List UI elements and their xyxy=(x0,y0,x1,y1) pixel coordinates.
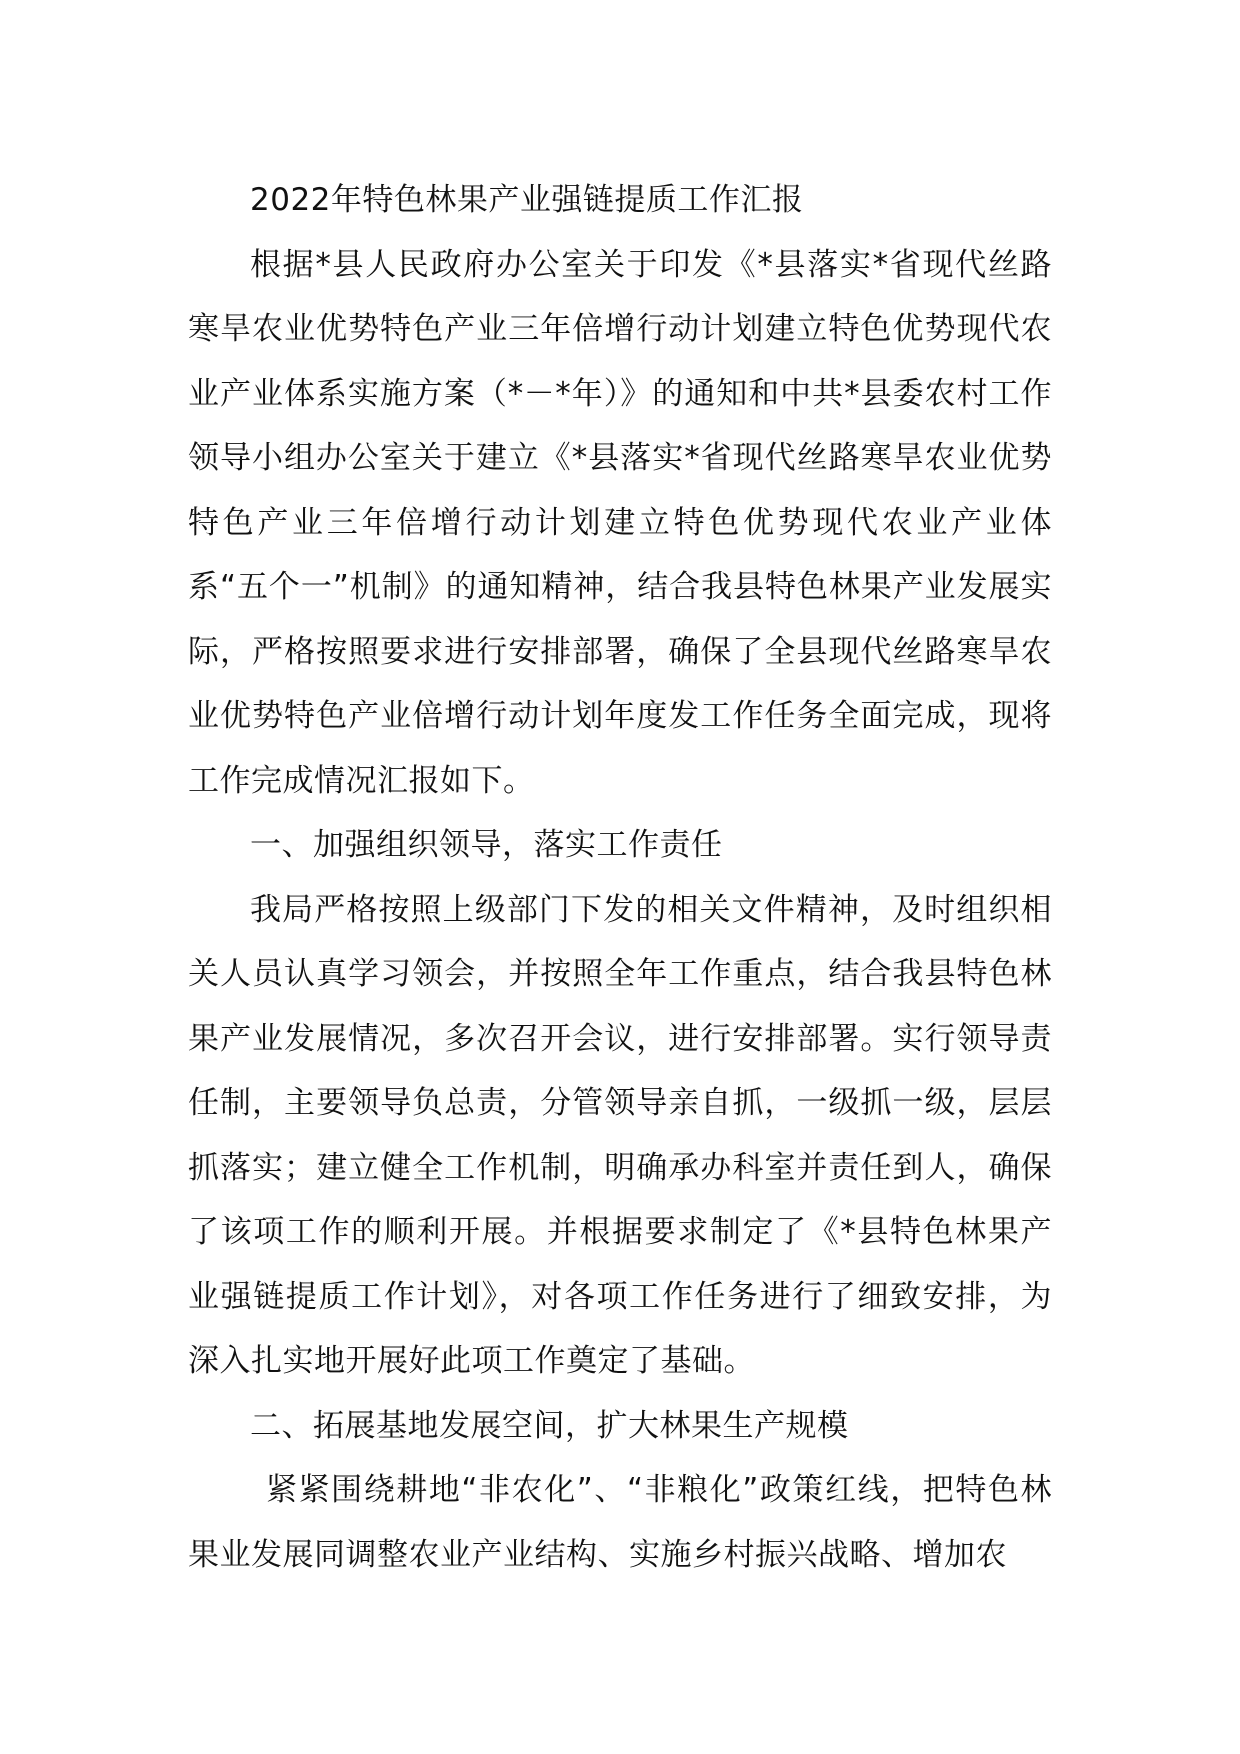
document-body xyxy=(188,168,1052,1587)
section-heading: 一、加强组织领导，落实工作责任 xyxy=(250,827,723,863)
body-paragraph: 紧紧围绕耕地“非农化”、“非粮化”政策红线，把特色林果业发展同调整农业产业结构、实施乡村振兴战略、增加农 xyxy=(188,1472,1052,1573)
body-paragraph: 根据*县人民政府办公室关于印发《*县落实*省现代丝路寒旱农业优势特色产业三年倍增行动计划建立特色优势现代农业产业体系实施方案（*－*年）》的通知和中共*县委农村工作领导小组办公室关于建立《*县落实*省现代丝路寒旱农业优势特色产业三年倍增行动计划建立特色优势现代农业产业体系“五个一”机制》的通知精神，结合我县特色林果产业发展实际，严格按照要求进行安排部署，确保了全县现代丝路寒旱农业优势特色产业倍增行动计划年度发工作任务全面完成，现将工作完成情况汇报如下。 xyxy=(188,246,1052,799)
document-title: 2022年特色林果产业强链提质工作汇报 xyxy=(250,182,804,218)
section-heading: 二、拓展基地发展空间，扩大林果生产规模 xyxy=(250,1407,849,1444)
body-paragraph: 我局严格按照上级部门下发的相关文件精神，及时组织相关人员认真学习领会，并按照全年工作重点，结合我县特色林果产业发展情况，多次召开会议，进行安排部署。实行领导责任制，主要领导负总责，分管领导亲自抓，一级抓一级，层层抓落实；建立健全工作机制，明确承办科室并责任到人，确保了该项工作的顺利开展。并根据要求制定了《*县特色林果产业强链提质工作计划》，对各项工作任务进行了细致安排，为深入扎实地开展好此项工作奠定了基础。 xyxy=(188,891,1052,1379)
